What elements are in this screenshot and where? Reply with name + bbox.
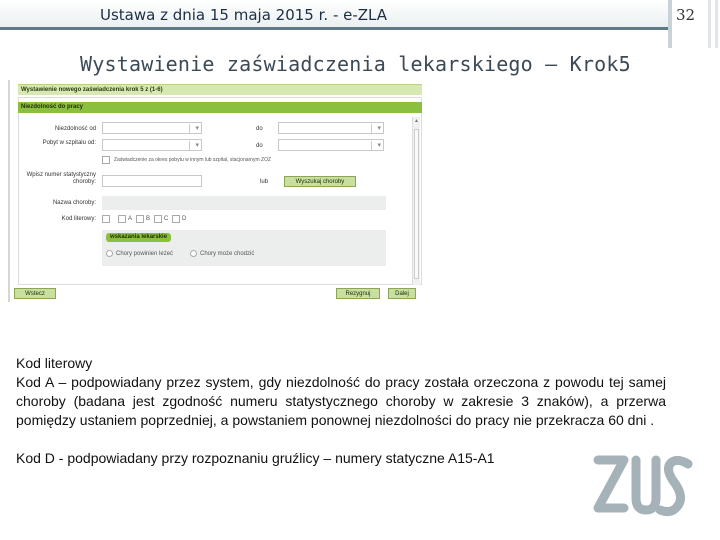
date-from-select[interactable] [102,122,202,134]
label-lub: lub [260,179,269,185]
kod-d-text: - podpowiadany przy rozpoznaniu gruźlicy – numery statyczne A15-A1 [54,450,495,466]
section-title: Niezdolność do pracy [21,104,84,110]
section-header [18,102,422,113]
code-a-checkbox[interactable] [118,215,126,223]
scroll-thumb[interactable] [414,129,419,279]
search-disease-button[interactable]: Wyszukaj choroby [284,176,356,187]
radio-walking[interactable] [190,250,197,257]
zus-logo [590,452,694,520]
next-button[interactable]: Dalej [388,288,416,299]
code-d-checkbox[interactable] [172,215,180,223]
disease-number-input[interactable] [102,175,202,187]
page-number: 32 [676,6,696,24]
kod-a-paragraph [16,373,666,430]
code-a-label: A [128,216,133,222]
slide-title: Wystawienie zaświadczenia lekarskiego – Krok5 [80,52,631,76]
wizard-step-title: Wystawienie nowego zaświadczenia krok 5 z (1-6) [21,87,163,93]
indications-header: wskazania lekarskie [106,233,171,242]
code-b-checkbox[interactable] [136,215,144,223]
explanation-text [16,354,666,468]
slide-header-rule [0,27,668,30]
kod-a-label: Kod A [16,374,54,390]
radio-walking-label: Chory może chodzić [200,251,255,257]
label-nazwa: Nazwa choroby: [52,200,96,206]
label-do: do [256,126,263,132]
hospital-stay-checkbox[interactable] [102,156,110,164]
wizard-step-bar [18,84,422,95]
date-to-select[interactable] [278,122,384,134]
label-do-hospital: do [256,143,263,149]
scroll-up-icon[interactable]: ▲ [414,118,419,124]
code-d-label: D [182,216,187,222]
disease-name-field [102,196,386,210]
code-c-label: C [164,216,169,222]
label-kod-literowy: Kod literowy: [61,216,96,222]
slide-header-title: Ustawa z dnia 15 maja 2015 r. - e-ZLA [100,6,388,24]
hospital-stay-note: Zaświadczenie za okres pobytu w innym lub szpital, stacjonarnym ZOZ [114,157,272,163]
back-button[interactable]: Wstecz [14,288,56,299]
label-pobyt: Pobyt w szpitalu od: [42,140,96,146]
kod-d-paragraph [16,449,666,468]
kod-a-text: – podpowiadany przez system, gdy niezdolność do pracy została orzeczona z powodu tej samej choroby (badana jest zgodność numeru statystycznego choroby w zakresie 3 znaków), a przerwa pomiędzy ustaniem poprzedniej, a powstaniem ponownej niezdolności do pracy nie przekracza 60 dni . [16,374,666,428]
code-checkbox[interactable] [102,215,110,223]
radio-lying-label: Chory powinien leżeć [116,251,174,257]
label-niezdolnosc-od: Niezdolność od [54,126,96,132]
form-scrollbar[interactable] [412,117,420,285]
app-screenshot [8,80,423,302]
cancel-button[interactable]: Rezygnuj [336,288,380,299]
code-c-checkbox[interactable] [154,215,162,223]
radio-lying[interactable] [106,250,113,257]
kod-d-label: Kod D [16,450,55,466]
hospital-from-select[interactable] [102,139,202,151]
hospital-to-select[interactable] [278,139,384,151]
code-b-label: B [146,216,151,222]
label-numer: Wpisz numer statystyczny choroby: [26,172,96,185]
kod-heading: Kod literowy [16,355,93,371]
